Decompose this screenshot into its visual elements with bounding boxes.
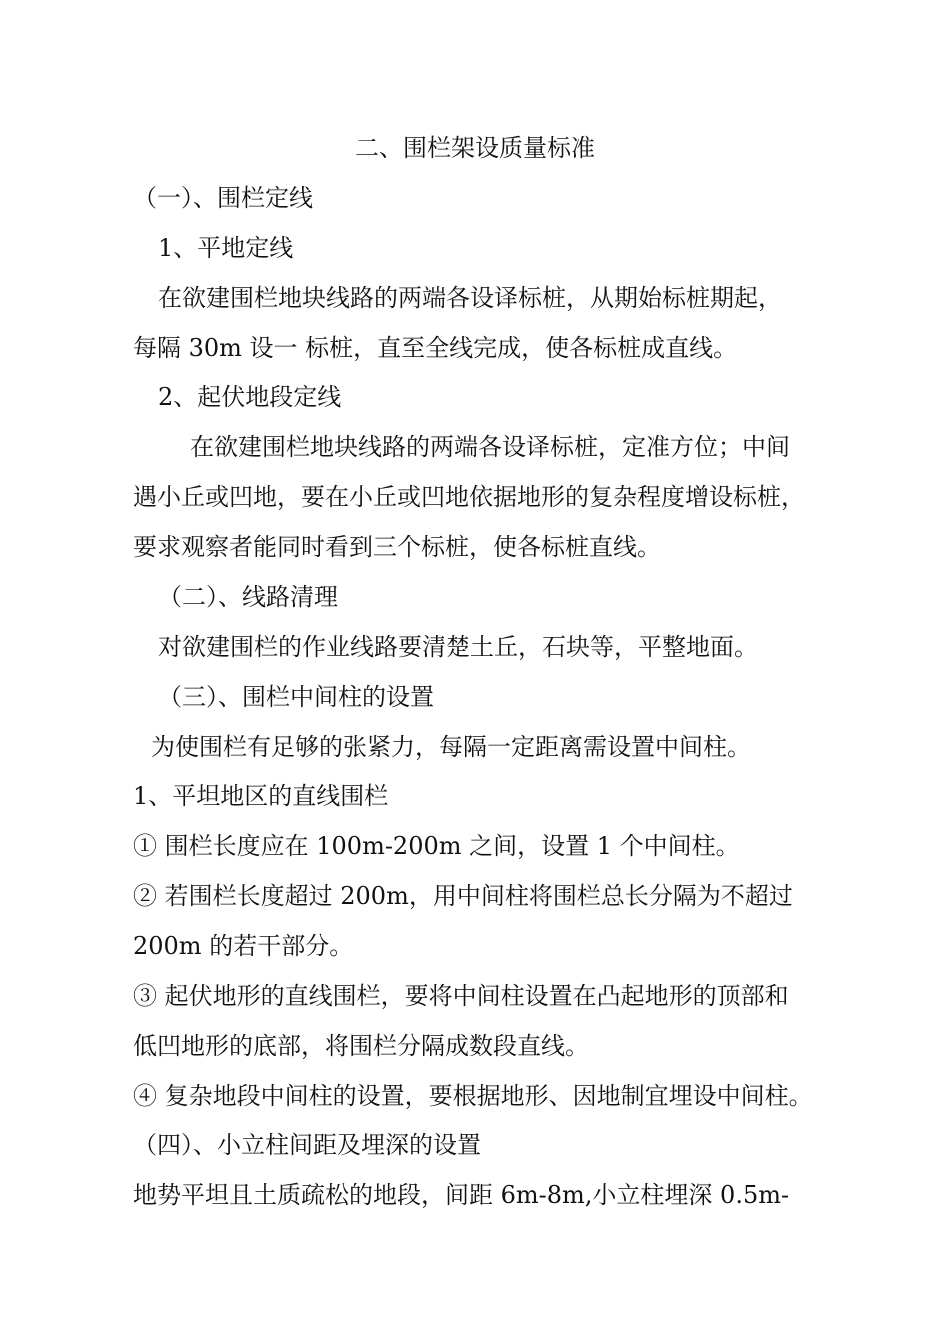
section-heading-2: （二）、线路清理 [158, 583, 338, 611]
list-item: ② 若围栏长度超过 200m，用中间柱将围栏总长分隔为不超过 [133, 882, 793, 910]
paragraph-line: 在欲建围栏地块线路的两端各设译标桩，从期始标桩期起， [158, 284, 782, 312]
paragraph-line: 地势平坦且土质疏松的地段，间距 6m-8m,小立柱埋深 0.5m- [133, 1181, 790, 1209]
section-heading-1: （一）、围栏定线 [133, 184, 313, 212]
list-item-continuation: 低凹地形的底部，将围栏分隔成数段直线。 [133, 1032, 589, 1060]
document-title: 二、围栏架设质量标准 [355, 134, 595, 162]
list-item: ③ 起伏地形的直线围栏，要将中间柱设置在凸起地形的顶部和 [133, 982, 789, 1010]
paragraph-line: 在欲建围栏地块线路的两端各设译标桩，定准方位；中间 [190, 433, 790, 461]
section-heading-3: （三）、围栏中间柱的设置 [158, 683, 434, 711]
paragraph-line: 对欲建围栏的作业线路要清楚土丘，石块等，平整地面。 [158, 633, 758, 661]
section-heading-4: （四）、小立柱间距及埋深的设置 [133, 1131, 481, 1159]
list-item-continuation: 200m 的若干部分。 [133, 932, 354, 960]
subsection-heading-3-1: 1、平坦地区的直线围栏 [133, 782, 389, 810]
subsection-heading-1-1: 1、平地定线 [158, 234, 294, 262]
list-item: ① 围栏长度应在 100m-200m 之间，设置 1 个中间柱。 [133, 832, 740, 860]
list-item: ④ 复杂地段中间柱的设置，要根据地形、因地制宜埋设中间柱。 [133, 1082, 813, 1110]
paragraph-line: 为使围栏有足够的张紧力，每隔一定距离需设置中间柱。 [151, 733, 751, 761]
paragraph-line: 遇小丘或凹地，要在小丘或凹地依据地形的复杂程度增设标桩， [133, 483, 805, 511]
paragraph-line: 要求观察者能同时看到三个标桩，使各标桩直线。 [133, 533, 661, 561]
subsection-heading-1-2: 2、起伏地段定线 [158, 383, 342, 411]
paragraph-line: 每隔 30m 设一 标桩，直至全线完成，使各标桩成直线。 [133, 334, 738, 362]
